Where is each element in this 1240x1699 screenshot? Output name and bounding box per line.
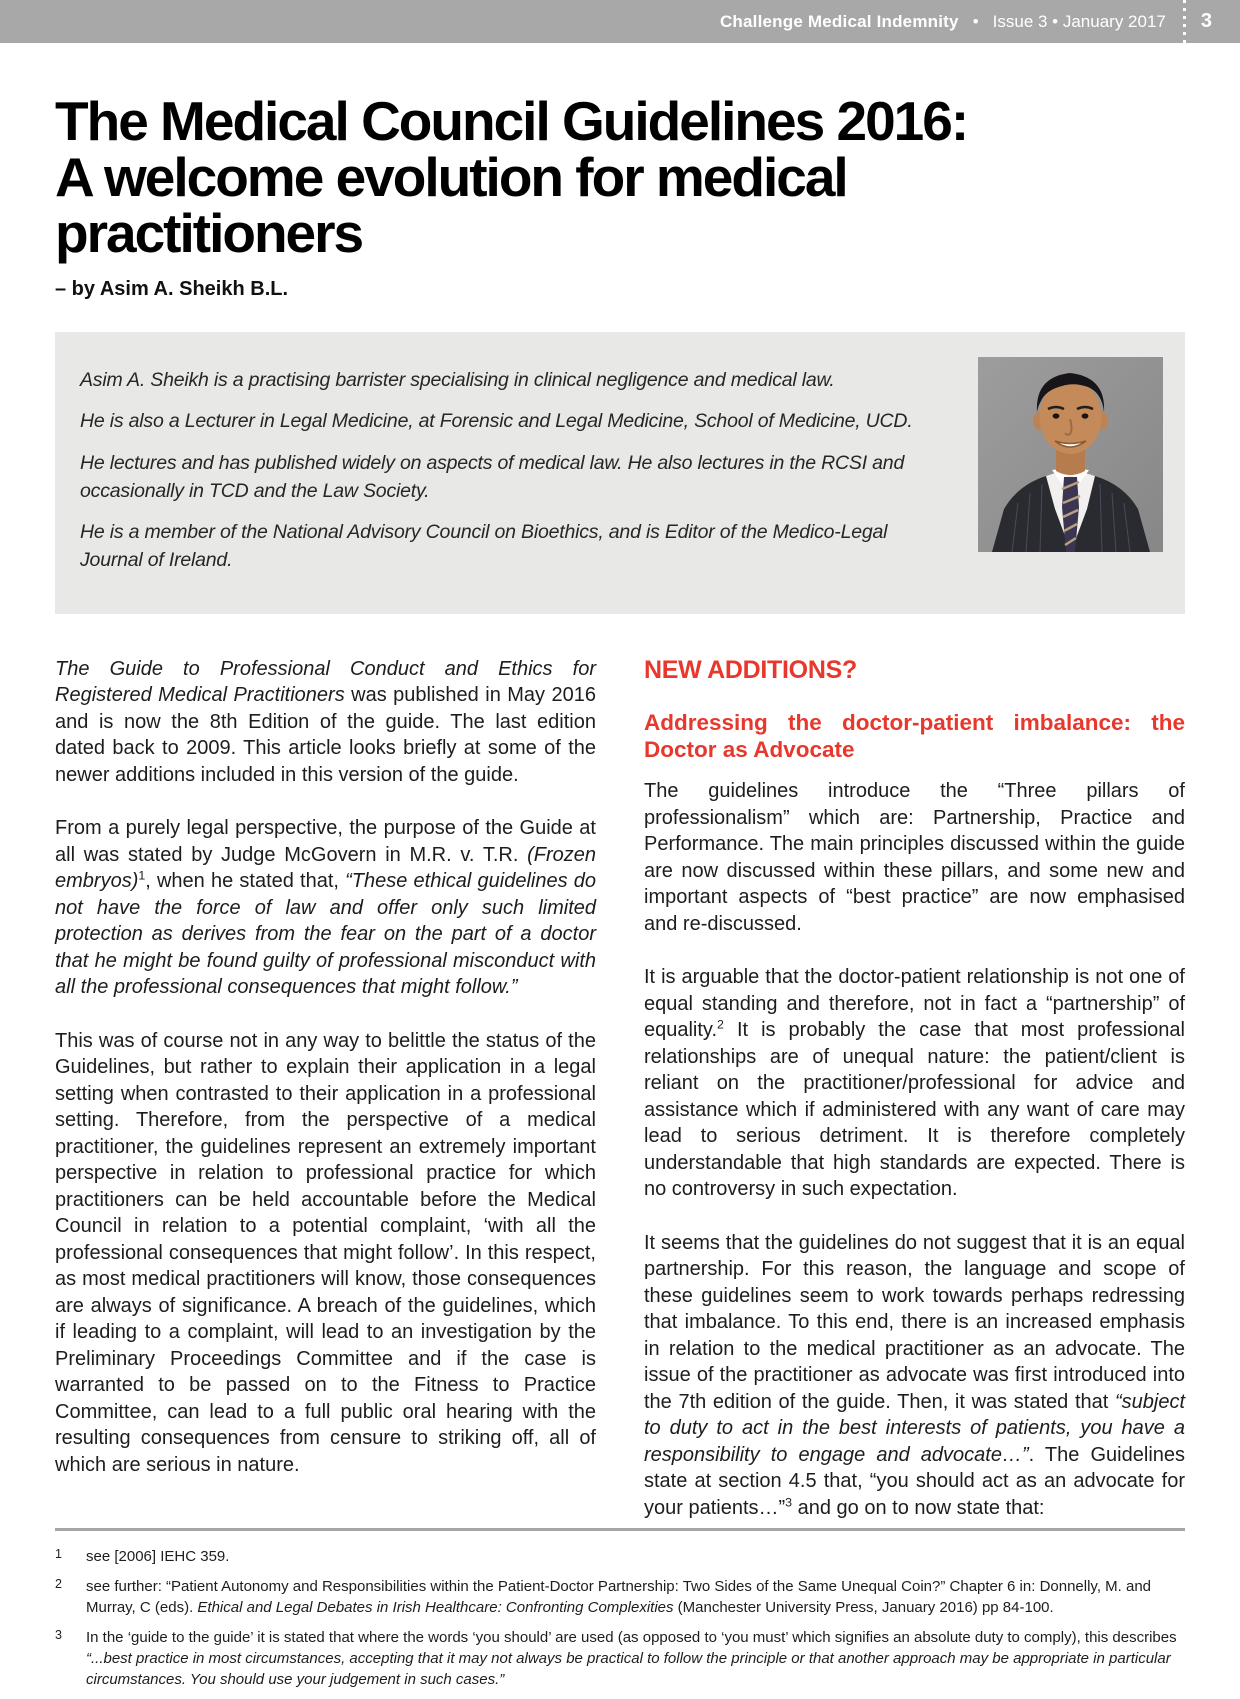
footnote-number: 2 [55,1577,62,1591]
publication-title: Challenge Medical Indemnity [719,11,959,31]
footnote-number: 3 [55,1628,62,1642]
section-heading: NEW ADDITIONS? [644,655,857,684]
section-subheading: Addressing the doctor-patient imbalance: the Doctor as Advocate [644,709,1185,763]
article-title [55,90,1185,264]
body-paragraph: This was of course not in any way to belittle the status of the Guidelines, but rather to explain their application in a legal setting when contrasted to their application in a professional setting. Therefore, from the perspective of a medical practitioner, the guidelines represent an extremely important perspective in relation to professional practice for which practitioners can be held accountable before the Medical Council in relation to a potential complaint, ‘with all the professional consequences that might follow’. In this respect, as most medical practitioners will know, those consequences are always of significance. A breach of the guidelines, which if leading to a complaint, will lead to an investigation by the Preliminary Proceedings Committee and if the case is warranted to be passed on to the Fitness to Practice Committee, can lead to a full public oral hearing with the resulting consequences from censure to striking off, all of which are serious in nature. [55,1029,596,1476]
bio-paragraph: He is a member of the National Advisory Council on Bioethics, and is Editor of the Medico-Legal Journal of Ireland. [80,521,888,572]
bio-paragraph: He lectures and has published widely on aspects of medical law. He also lectures in the RCSI and occasionally in TCD and the Law Society. [80,451,905,502]
issue-date-label: Issue 3 • January 2017 [992,11,1166,31]
body-paragraph: The Guide to Professional Conduct and Ethics for Registered Medical Practitioners was published in May 2016 and is now the 8th Edition of the guide. The last edition dated back to 2009. This article looks briefly at some of the newer additions included in this version of the guide. [55,657,596,786]
left-column [55,656,596,1549]
footnotes-section [55,1528,1185,1699]
article-page [55,90,1186,1548]
dotted-divider [1183,0,1186,43]
author-photo [978,357,1163,552]
footnote-number: 1 [55,1547,62,1561]
footnote [55,1627,1185,1690]
footnote [55,1576,1185,1618]
byline: – by Asim A. Sheikh B.L. [55,278,289,300]
footnote-text: see [2006] IEHC 359. [86,1548,230,1565]
bio-paragraph: Asim A. Sheikh is a practising barrister specialising in clinical negligence and medical law. [80,369,835,391]
bullet-separator: • [972,11,979,31]
body-paragraph: From a purely legal perspective, the purpose of the Guide at all was stated by Judge McGovern in M.R. v. T.R. (Frozen embryos)$^1$, when he stated that, “These ethical guidelines do not have the force of law and offer only such limited protection as derives from the fear on the part of a doctor that he might be found guilty of professional misconduct with all the professional consequences that might follow.” [55,817,597,999]
author-bio-box [55,332,1185,614]
title-line-3: practitioners [55,202,363,264]
footnote-text: see further: “Patient Autonomy and Responsibilities within the Patient-Doctor Partnership: Two Sides of the Same Unequal Coin?” Chapter 6 in: Donnelly, M. and Murray, C (eds). Ethical and Legal Debates in Irish Healthcare: Confronting Complexities (Manchester University Press, January 2016) pp 84-100. [86,1578,1152,1616]
article-columns [55,656,1185,1549]
footnote-text: In the ‘guide to the guide’ it is stated that where the words ‘you should’ are used (as opposed to ‘you must’ which signifies an absolute duty to comply), this describes “...best practice in most circumstances, accepting that it may not always be practical to follow the principle or that another approach may be appropriate in particular circumstances. You should use your judgement in such cases.” [86,1629,1177,1688]
body-paragraph: It is arguable that the doctor-patient relationship is not one of equal standing and therefore, not in fact a “partnership” of equality.$^2$ It is probably the case that most professional relationships are of unequal nature: the patient/client is reliant on the practitioner/professional for advice and assistance which if administered with any want of care may lead to serious detriment. It is therefore completely understandable that high standards are expected. There is no controversy in such expectation. [644,966,1185,1201]
title-line-1: The Medical Council Guidelines 2016: [55,90,968,152]
issue-date-text [973,12,1166,32]
body-paragraph: It seems that the guidelines do not suggest that it is an equal partnership. For this reason, the language and scope of these guidelines seem to work towards perhaps redressing that imbalance. To this end, there is an increased emphasis in relation to the medical practitioner as an advocate. The issue of the practitioner as advocate was first introduced into the 7th edition of the guide. Then, it was stated that “subject to duty to act in the best interests of patients, you have a responsibility to engage and advocate…”. The Guidelines state at section 4.5 that, “you should act as an advocate for your patients…”$^3$ and go on to now state that: [644,1231,1186,1519]
page-header-bar [0,0,1240,43]
right-column [644,656,1185,1549]
body-paragraph: The guidelines introduce the “Three pillars of professionalism” which are: Partnership, Practice and Performance. The main principles discussed within the guide are now discussed within these pillars, and some new and important aspects of “best practice” are now emphasised and re-discussed. [644,780,1185,935]
title-line-2: A welcome evolution for medical [55,146,847,208]
page-number: 3 [1200,10,1212,32]
bio-paragraph: He is also a Lecturer in Legal Medicine, at Forensic and Legal Medicine, School of Medicine, UCD. [80,410,913,433]
footnote [55,1546,1185,1567]
